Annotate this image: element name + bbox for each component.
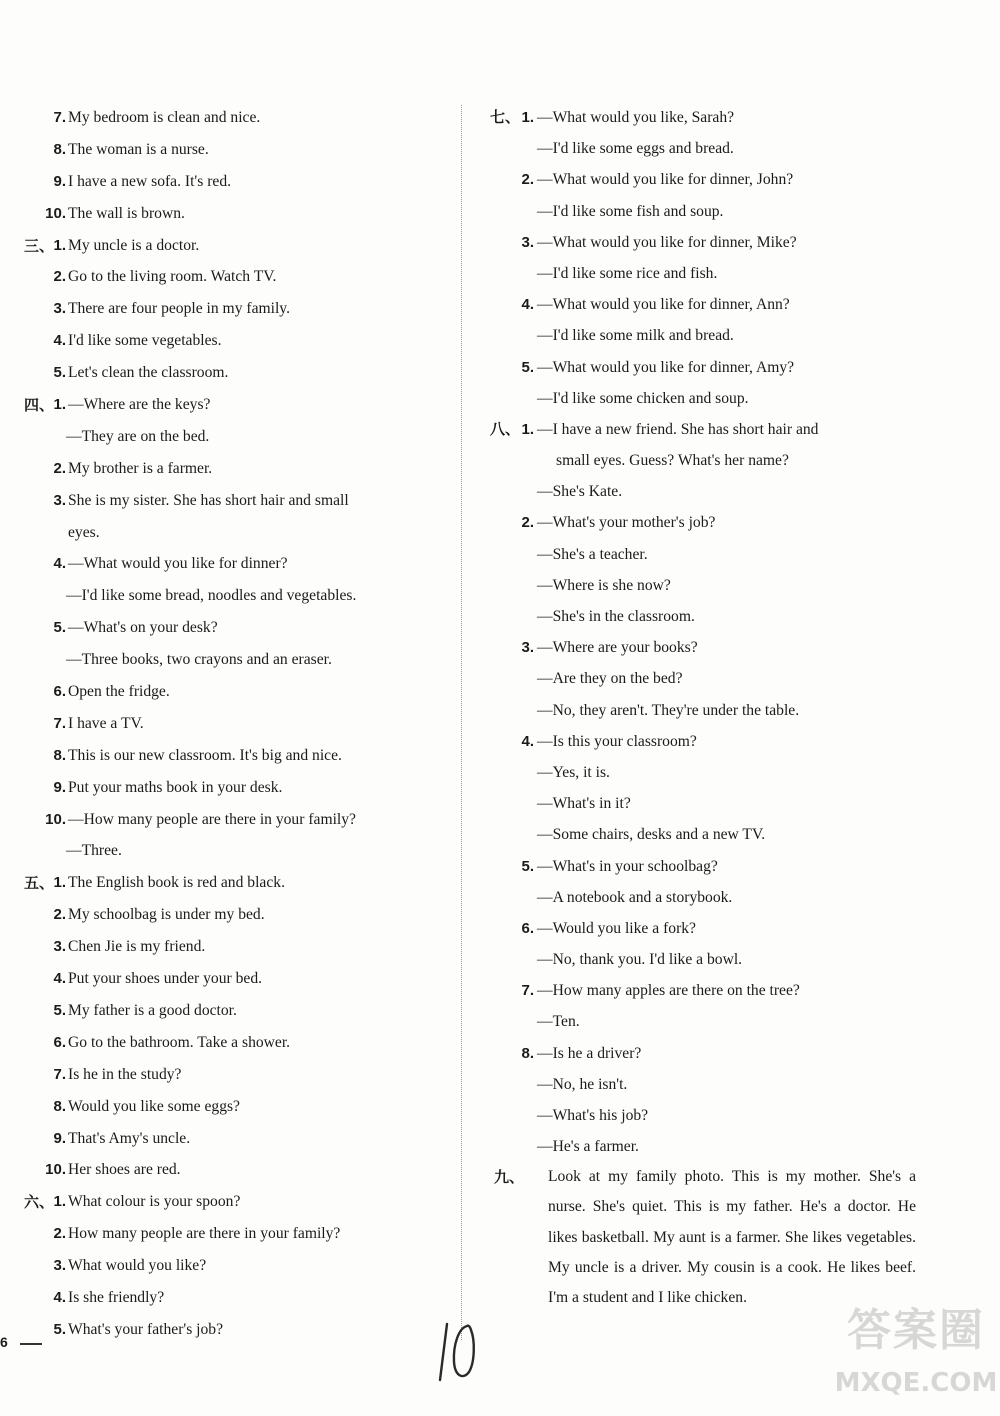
answer-line bbox=[490, 819, 920, 850]
answer-line bbox=[24, 740, 449, 772]
answer-line bbox=[24, 198, 449, 230]
item-number: 6. bbox=[53, 1033, 66, 1051]
item-number: 5. bbox=[53, 1320, 66, 1338]
answer-line bbox=[24, 1314, 449, 1346]
item-text: —What's his job? bbox=[537, 1107, 649, 1124]
item-text: Go to the bathroom. Take a shower. bbox=[68, 1033, 291, 1051]
section-label: 五、 bbox=[24, 874, 55, 893]
item-number: 7. bbox=[53, 1065, 66, 1083]
item-number: 3. bbox=[53, 1257, 66, 1275]
section-label: 四、 bbox=[24, 396, 55, 415]
left-answer-column bbox=[24, 102, 449, 1346]
answer-line bbox=[490, 757, 920, 788]
answer-line bbox=[24, 357, 449, 389]
item-number: 5. bbox=[53, 619, 66, 637]
item-text: —She's a teacher. bbox=[537, 545, 648, 563]
watermark-title: 答案圈 bbox=[847, 1305, 985, 1356]
answer-line bbox=[490, 352, 920, 383]
item-text: —Ten. bbox=[537, 1013, 580, 1031]
item-text: Let's clean the classroom. bbox=[68, 364, 229, 382]
section-nine-text: Look at my family photo. This is my mother. She's a nurse. She's quiet. This is my father. He's a doctor. He likes basketball. My aunt is a farmer. She likes vegetables. My uncle is a driver. My cousin is a cook. He likes beef. I'm a student and I like chicken. bbox=[548, 1168, 916, 1307]
answer-line bbox=[490, 476, 920, 507]
answer-line bbox=[490, 102, 920, 133]
answer-line bbox=[490, 726, 920, 757]
item-text: —What would you like for dinner, Amy? bbox=[537, 358, 795, 376]
answer-line bbox=[490, 1131, 920, 1162]
item-text: —He's a farmer. bbox=[537, 1138, 639, 1156]
footer-dash bbox=[20, 1343, 42, 1345]
answer-line bbox=[24, 612, 449, 644]
item-text: —How many people are there in your family? bbox=[68, 810, 356, 828]
answer-line bbox=[24, 804, 449, 836]
item-text: Put your maths book in your desk. bbox=[68, 778, 283, 796]
item-number: 4. bbox=[53, 1288, 66, 1306]
item-number: 7. bbox=[53, 714, 66, 732]
answer-line bbox=[24, 1186, 449, 1218]
section-label: 六、 bbox=[24, 1193, 55, 1212]
answer-line bbox=[490, 539, 920, 570]
answer-line bbox=[490, 1100, 920, 1131]
answer-line bbox=[24, 580, 449, 612]
section-nine-label: 九、 bbox=[494, 1168, 525, 1186]
item-text: —Is he a driver? bbox=[537, 1044, 642, 1062]
item-text: —Yes, it is. bbox=[537, 763, 610, 781]
item-number: 7. bbox=[521, 982, 534, 1000]
item-number: 3. bbox=[53, 491, 66, 509]
answer-line bbox=[24, 548, 449, 580]
answer-line bbox=[24, 1282, 449, 1314]
item-text: I have a new sofa. It's red. bbox=[68, 172, 232, 190]
answer-line bbox=[24, 166, 449, 198]
item-text: There are four people in my family. bbox=[68, 300, 290, 318]
item-text: I'd like some vegetables. bbox=[68, 332, 222, 350]
item-number: 2. bbox=[521, 514, 534, 532]
item-number: 5. bbox=[521, 358, 534, 376]
item-text: Open the fridge. bbox=[68, 683, 170, 701]
item-number: 9. bbox=[53, 172, 66, 190]
answer-line bbox=[24, 835, 449, 867]
item-text: —I'd like some rice and fish. bbox=[537, 264, 718, 282]
item-text: Is she friendly? bbox=[68, 1288, 165, 1306]
answer-line bbox=[490, 133, 920, 164]
item-text: —I'd like some bread, noodles and vegetables. bbox=[66, 587, 357, 605]
item-number: 1. bbox=[53, 236, 66, 254]
answer-line bbox=[24, 325, 449, 357]
item-text: —What would you like for dinner, John? bbox=[537, 171, 794, 189]
item-text: —A notebook and a storybook. bbox=[537, 888, 733, 906]
column-divider bbox=[461, 105, 462, 1340]
item-text: Chen Jie is my friend. bbox=[68, 938, 206, 956]
item-number: 10. bbox=[45, 810, 66, 828]
answer-line bbox=[490, 851, 920, 882]
answer-line bbox=[24, 1154, 449, 1186]
item-number: 6. bbox=[521, 919, 534, 937]
item-text: —I have a new friend. She has short hair and bbox=[537, 420, 819, 438]
item-number: 1. bbox=[53, 874, 66, 892]
item-number: 1. bbox=[53, 396, 66, 414]
item-number: 1. bbox=[521, 420, 534, 438]
item-number: 8. bbox=[521, 1044, 534, 1062]
item-text: —I'd like some milk and bread. bbox=[537, 327, 734, 345]
answer-line bbox=[490, 414, 920, 445]
answer-line bbox=[24, 1059, 449, 1091]
item-number: 8. bbox=[53, 1097, 66, 1115]
section-nine-paragraph bbox=[494, 1162, 916, 1313]
answer-line bbox=[24, 261, 449, 293]
item-text: —What's on your desk? bbox=[68, 619, 218, 637]
item-text: —Where are your books? bbox=[537, 639, 698, 657]
item-number: 9. bbox=[53, 778, 66, 796]
answer-line bbox=[24, 230, 449, 262]
item-text: —I'd like some fish and soup. bbox=[537, 202, 724, 220]
answer-line bbox=[490, 601, 920, 632]
item-number: 2. bbox=[53, 268, 66, 286]
answer-line bbox=[24, 134, 449, 166]
section-label: 三、 bbox=[24, 236, 55, 255]
item-text: —What's in it? bbox=[537, 795, 631, 813]
item-text: The wall is brown. bbox=[68, 204, 185, 222]
item-text: What would you like? bbox=[68, 1257, 207, 1275]
item-text: —No, he isn't. bbox=[537, 1075, 628, 1093]
item-number: 2. bbox=[53, 459, 66, 477]
item-number: 2. bbox=[521, 171, 534, 189]
item-text: —No, they aren't. They're under the table. bbox=[537, 701, 800, 719]
answer-line bbox=[490, 258, 920, 289]
answer-line bbox=[490, 320, 920, 351]
item-number: 9. bbox=[53, 1129, 66, 1147]
answer-line bbox=[490, 570, 920, 601]
answer-line bbox=[24, 421, 449, 453]
answer-line bbox=[24, 899, 449, 931]
answer-line bbox=[24, 963, 449, 995]
answer-line bbox=[490, 882, 920, 913]
item-text: My brother is a farmer. bbox=[68, 459, 213, 477]
answer-line bbox=[24, 995, 449, 1027]
answer-line bbox=[490, 788, 920, 819]
answer-line bbox=[24, 1218, 449, 1250]
item-text: My uncle is a doctor. bbox=[68, 236, 200, 254]
item-number: 5. bbox=[521, 857, 534, 875]
item-number: 4. bbox=[521, 296, 534, 314]
item-number: 8. bbox=[53, 746, 66, 764]
item-text: Her shoes are red. bbox=[68, 1161, 181, 1179]
item-number: 3. bbox=[53, 938, 66, 956]
answer-line bbox=[490, 695, 920, 726]
item-text: What colour is your spoon? bbox=[68, 1193, 241, 1211]
answer-line bbox=[24, 293, 449, 325]
item-number: 1. bbox=[53, 1193, 66, 1211]
item-text: —Are they on the bed? bbox=[537, 670, 683, 688]
item-text: —Where is she now? bbox=[537, 576, 671, 594]
answer-line bbox=[490, 663, 920, 694]
answer-line bbox=[490, 1038, 920, 1069]
item-text: How many people are there in your family? bbox=[68, 1225, 341, 1243]
answer-line bbox=[490, 507, 920, 538]
item-text: Is he in the study? bbox=[68, 1065, 182, 1083]
answer-line bbox=[24, 485, 449, 517]
item-number: 8. bbox=[53, 140, 66, 158]
answer-line bbox=[490, 944, 920, 975]
item-number: 10. bbox=[45, 1161, 66, 1179]
answer-line bbox=[490, 632, 920, 663]
item-text: —I'd like some eggs and bread. bbox=[537, 140, 734, 158]
item-text: My father is a good doctor. bbox=[68, 1001, 237, 1019]
item-text: I have a TV. bbox=[68, 714, 144, 732]
item-text: Would you like some eggs? bbox=[68, 1097, 240, 1115]
item-text: The woman is a nurse. bbox=[68, 140, 209, 158]
item-text: —What's in your schoolbag? bbox=[537, 857, 718, 875]
item-text: —I'd like some chicken and soup. bbox=[537, 389, 749, 407]
section-label: 八、 bbox=[490, 419, 521, 438]
item-number: 3. bbox=[53, 300, 66, 318]
item-text: My schoolbag is under my bed. bbox=[68, 906, 265, 924]
item-text: —She's Kate. bbox=[537, 483, 623, 501]
item-text: —They are on the bed. bbox=[66, 427, 210, 445]
item-text: The English book is red and black. bbox=[68, 874, 285, 892]
answer-line bbox=[24, 102, 449, 134]
handwritten-page-number bbox=[437, 1318, 479, 1386]
item-text: —She's in the classroom. bbox=[537, 608, 695, 625]
answer-line bbox=[490, 975, 920, 1006]
answer-line bbox=[24, 644, 449, 676]
item-text: Go to the living room. Watch TV. bbox=[68, 268, 277, 286]
watermark-url: MXQE.COM bbox=[834, 1368, 998, 1398]
answer-line bbox=[490, 164, 920, 195]
item-number: 4. bbox=[53, 555, 66, 573]
answer-line bbox=[24, 389, 449, 421]
answer-line bbox=[24, 772, 449, 804]
item-text: She is my sister. She has short hair and small bbox=[68, 491, 349, 509]
item-text: Put your shoes under your bed. bbox=[68, 970, 263, 988]
item-number: 4. bbox=[521, 732, 534, 750]
answer-line bbox=[24, 453, 449, 485]
item-text: —Three books, two crayons and an eraser. bbox=[66, 651, 332, 669]
answer-line bbox=[24, 867, 449, 899]
item-number: 3. bbox=[521, 233, 534, 251]
item-text: —Some chairs, desks and a new TV. bbox=[537, 826, 766, 844]
answer-line bbox=[490, 289, 920, 320]
item-text: This is our new classroom. It's big and nice. bbox=[68, 746, 342, 764]
item-text: —What would you like for dinner? bbox=[68, 555, 288, 573]
answer-line bbox=[24, 1250, 449, 1282]
answer-line bbox=[24, 708, 449, 740]
item-number: 4. bbox=[53, 332, 66, 350]
item-number: 2. bbox=[53, 1225, 66, 1243]
item-number: 10. bbox=[45, 204, 66, 222]
answer-line bbox=[490, 227, 920, 258]
answer-line bbox=[490, 1069, 920, 1100]
answer-line bbox=[24, 1027, 449, 1059]
item-number: 6. bbox=[53, 683, 66, 701]
answer-line bbox=[490, 1006, 920, 1037]
item-text: —Is this your classroom? bbox=[537, 732, 697, 750]
answer-line bbox=[490, 913, 920, 944]
item-number: 5. bbox=[53, 364, 66, 382]
item-number: 2. bbox=[53, 906, 66, 924]
answer-line bbox=[490, 196, 920, 227]
item-text: —Where are the keys? bbox=[68, 396, 211, 414]
item-text: What's your father's job? bbox=[68, 1320, 224, 1338]
answer-line bbox=[24, 517, 449, 549]
answer-line bbox=[490, 383, 920, 414]
answer-line bbox=[490, 445, 920, 476]
answer-line bbox=[24, 676, 449, 708]
item-text: —What's your mother's job? bbox=[537, 514, 716, 532]
answer-line bbox=[24, 1091, 449, 1123]
item-text: —How many apples are there on the tree? bbox=[537, 982, 800, 1000]
item-text: eyes. bbox=[68, 523, 100, 541]
page-number: 6 bbox=[0, 1334, 8, 1350]
item-text: My bedroom is clean and nice. bbox=[68, 109, 261, 126]
item-text: —Would you like a fork? bbox=[537, 919, 696, 937]
item-text: small eyes. Guess? What's her name? bbox=[556, 452, 789, 470]
section-label: 七、 bbox=[490, 108, 521, 126]
answer-line bbox=[24, 1123, 449, 1155]
item-text: —What would you like for dinner, Mike? bbox=[537, 233, 797, 251]
item-number: 1. bbox=[521, 109, 534, 126]
item-number: 5. bbox=[53, 1001, 66, 1019]
item-text: —What would you like for dinner, Ann? bbox=[537, 296, 790, 314]
item-text: —No, thank you. I'd like a bowl. bbox=[537, 951, 743, 969]
answer-line bbox=[24, 931, 449, 963]
right-answer-column bbox=[490, 102, 920, 1162]
item-text: That's Amy's uncle. bbox=[68, 1129, 191, 1147]
item-number: 4. bbox=[53, 970, 66, 988]
item-number: 3. bbox=[521, 639, 534, 657]
item-number: 7. bbox=[53, 109, 66, 126]
item-text: —Three. bbox=[66, 842, 122, 860]
item-text: —What would you like, Sarah? bbox=[537, 109, 735, 126]
